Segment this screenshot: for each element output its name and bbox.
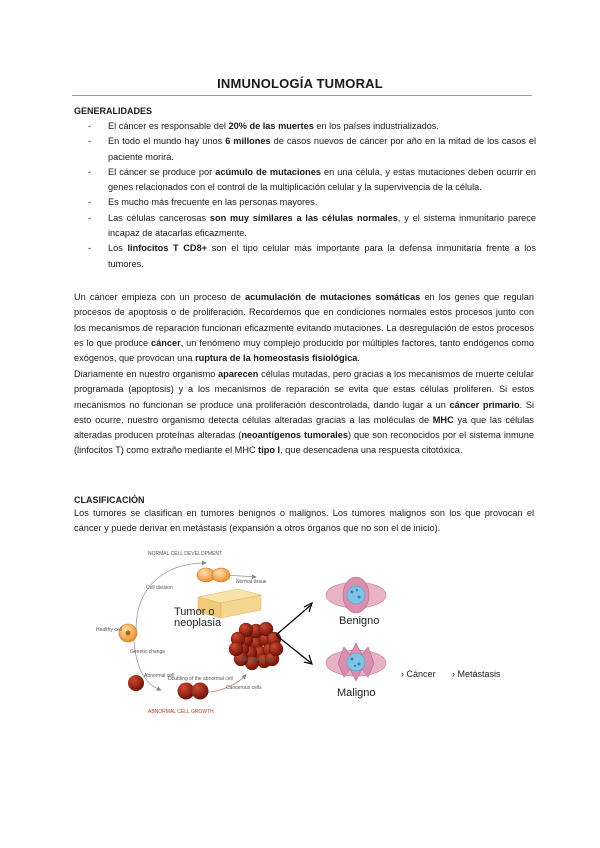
bullet-text: en una célula, y estas mutaciones deben ocurrir en genes relacionados con el control de la multiplicación celular y la supervivencia de la célula. xyxy=(108,166,536,193)
bullet-text: El cáncer es responsable del xyxy=(108,121,229,131)
bold-text: neoantígenos tumorales xyxy=(241,430,348,441)
bold-text: MHC xyxy=(432,414,454,425)
doubling-cell-2 xyxy=(192,683,209,700)
bullet-text: Es mucho más frecuente en las personas mayores. xyxy=(108,197,318,208)
bullet-item xyxy=(74,241,536,272)
bullet-text: , y el sistema inmunitario parece incapaz de atacarlas eficazmente. xyxy=(108,212,536,239)
bullet-text: Las células cancerosas xyxy=(108,212,210,223)
bullet-item xyxy=(74,165,536,196)
abnormal-growth-label: ABNORMAL CELL GROWTH xyxy=(148,709,214,715)
bold-text: cáncer xyxy=(151,337,181,348)
heading-clasificacion: CLASIFICACIÓN xyxy=(74,495,145,505)
tumor-label: Tumor o neoplasia xyxy=(174,606,222,629)
text-run: en los genes que regulan procesos de apoptosis o de proliferación. Recordemos que en condiciones normales estos procesos junto con los mecanismos de reparación funcionan eficazmente evitando mutaciones. La desregulación de estos procesos es lo que produce xyxy=(74,292,534,348)
cancerous-cells-label: Cancerous cells xyxy=(226,685,262,691)
text-run: . xyxy=(357,353,360,364)
bullet-list xyxy=(74,119,536,272)
malignant-tumor-label: Malignant tumor xyxy=(238,657,274,663)
bold-text: cáncer primario xyxy=(449,399,520,410)
dividing-cell-2 xyxy=(212,568,230,582)
healthy-cell-label: Healthy cell xyxy=(96,627,122,633)
bullet-text: son el tipo celular más importante para la defensa inmunitaria frente a los tumores. xyxy=(108,243,536,269)
bullet-dash: - xyxy=(88,136,92,147)
arrow-benign-line xyxy=(276,605,311,635)
cell-division-label: Cell division xyxy=(146,585,173,591)
paragraph-diariamente xyxy=(74,367,534,459)
text-run: ) que son reconocidos por el sistema inmune (linfocitos T) como extraño mediante el MHC xyxy=(74,430,535,456)
paragraph-clasificacion: Los tumores se clasifican en tumores benignos o malignos. Los tumores malignos son los que provocan el cáncer y puede derivar en metástasis (expansión a otros órganos que no son el de inicio). xyxy=(74,508,534,534)
genetic-change-label: Genetic change xyxy=(130,649,166,655)
cancer-note: › Cáncer xyxy=(401,669,436,679)
bold-text: ruptura de la homeostasis fisiológica xyxy=(195,353,358,364)
bullet-text: en los países industrializados. xyxy=(313,121,439,131)
malign-label: Maligno xyxy=(337,687,376,699)
bold-text: acumulación de mutaciones somáticas xyxy=(244,292,421,302)
bullet-dash: - xyxy=(88,166,92,177)
heading-generalidades: GENERALIDADES xyxy=(74,106,153,116)
text-run: . Si esto ocurre, nuestro organismo detecta células alteradas gracias a las moléculas de xyxy=(74,399,534,425)
benign-tissue xyxy=(326,577,386,613)
bold-text: aparecen xyxy=(218,369,259,379)
bullet-text: En todo el mundo hay unos xyxy=(108,136,226,147)
bullet-item xyxy=(74,134,536,165)
bold-text: tipo I xyxy=(258,445,281,456)
bullet-bold-text: son muy similares a las células normales xyxy=(209,212,398,223)
text-run: , un fenómeno muy complejo producido por múltiples factores, tanto endógenos como exógenos, que provocan una xyxy=(74,337,534,364)
text-run: Un cáncer empieza con un proceso de xyxy=(74,292,245,302)
doubling-label: Doubling of the abnormal cell xyxy=(168,676,233,682)
abnormal-cell xyxy=(128,675,144,691)
tumor-cell xyxy=(269,642,283,656)
text-run: Diariamente en nuestro organismo xyxy=(74,369,219,379)
normal-growth-label: NORMAL CELL DEVELOPMENT xyxy=(148,551,223,557)
tumor-figure xyxy=(86,545,526,725)
bullet-dash: - xyxy=(88,212,92,223)
malign-tissue xyxy=(326,643,386,681)
text-run: células mutadas, pero gracias a los mecanismos de muerte celular programada (apoptosis) y a los mecanismos de reparación se evita que estas células proliferen. Si estos mecanismos no funcionan se produce una proliferación descontrolada, dando lugar a un xyxy=(74,369,534,410)
page-title: INMUNOLOGÍA TUMORAL xyxy=(217,76,383,91)
text-run: , que desencadena una respuesta citotóxica. xyxy=(280,445,463,456)
benign-label: Benigno xyxy=(339,615,380,627)
bullet-item xyxy=(74,119,536,134)
bullet-item xyxy=(74,211,536,242)
bullet-dash: - xyxy=(88,197,92,208)
bullet-text: de casos nuevos de cáncer por año en la mitad de los casos el paciente morirá. xyxy=(108,136,536,162)
bullet-dash: - xyxy=(88,243,92,254)
bullet-text: Los xyxy=(108,243,128,254)
paragraph-acumulacion xyxy=(74,290,534,366)
arrow-to-tissue xyxy=(226,575,256,577)
text-run: ya que las células alteradas producen proteínas alteradas ( xyxy=(74,414,534,441)
bullet-dash: - xyxy=(88,121,92,131)
metastasis-note: › Metástasis xyxy=(452,669,501,679)
bullet-bold-text: linfocitos T CD8+ xyxy=(127,243,208,254)
bullet-bold-text: 6 millones xyxy=(225,136,271,147)
healthy-cell-nucleus xyxy=(126,631,131,636)
tumor-cell xyxy=(229,642,243,656)
bullet-bold-text: acúmulo de mutaciones xyxy=(215,166,321,177)
bullet-bold-text: 20% de las muertes xyxy=(228,121,314,131)
normal-tissue-label: Normal tissue xyxy=(236,579,267,585)
figure-graphic xyxy=(86,545,526,725)
title-divider xyxy=(72,95,532,96)
bullet-text: El cáncer se produce por xyxy=(108,166,216,177)
abnormal-cell-label: Abnormal cell xyxy=(144,673,175,679)
bullet-item xyxy=(74,195,536,210)
